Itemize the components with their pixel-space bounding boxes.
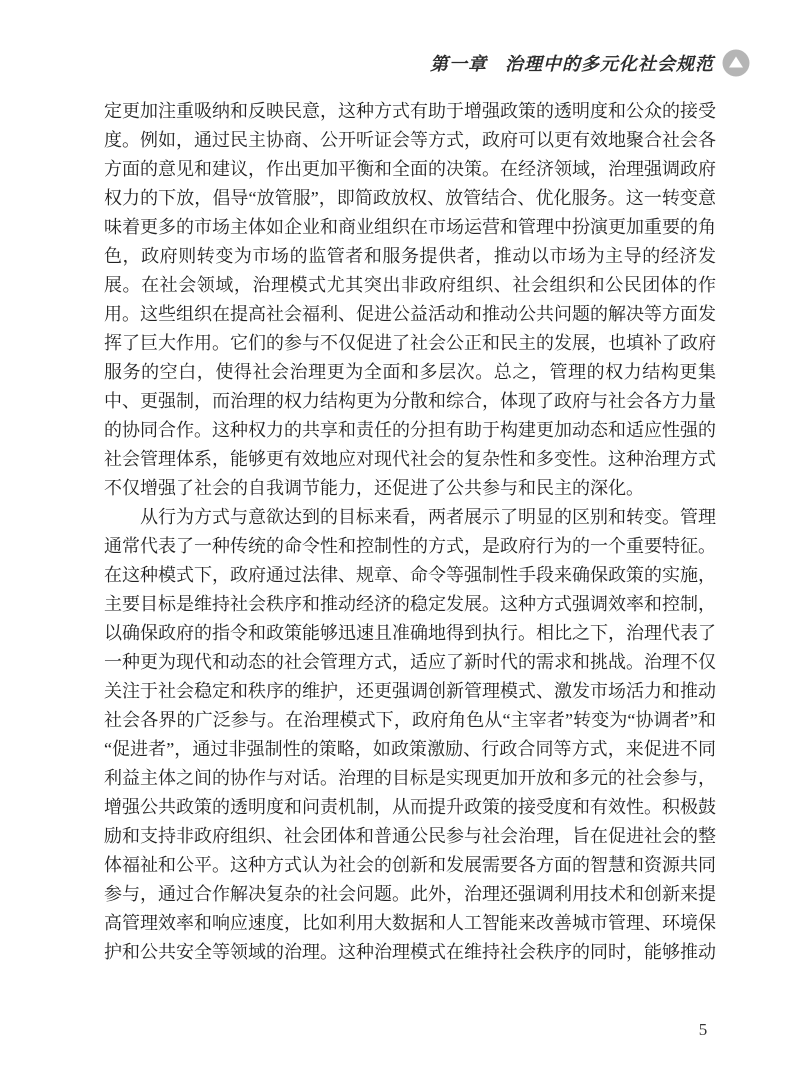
chapter-title: 治理中的多元化社会规范 (505, 54, 714, 74)
triangle-up-circle-icon (722, 49, 750, 77)
paragraph: 定更加注重吸纳和反映民意，这种方式有助于增强政策的透明度和公众的接受度。例如，通过民主协商、公开听证会等方式，政府可以更有效地聚合社会各方面的意见和建议，作出更加平衡和全面的决策。在经济领域，治理强调政府权力的下放，倡导“放管服”，即简政放权、放管结合、优化服务。这一转变意味着更多的市场主体如企业和商业组织在市场运营和管理中扮演更加重要的角色，政府则转变为市场的监管者和服务提供者，推动以市场为主导的经济发展。在社会领域，治理模式尤其突出非政府组织、社会组织和公民团体的作用。这些组织在提高社会福利、促进公益活动和推动公共问题的解决等方面发挥了巨大作用。它们的参与不仅促进了社会公正和民主的发展，也填补了政府服务的空白，使得社会治理更为全面和多层次。总之，管理的权力结构更集中、更强制，而治理的权力结构更为分散和综合，体现了政府与社会各方力量的协同合作。这种权力的共享和责任的分担有助于构建更加动态和适应性强的社会管理体系，能够更有效地应对现代社会的复杂性和多变性。这种治理方式不仅增强了社会的自我调节能力，还促进了公共参与和民主的深化。 (104, 101, 716, 498)
running-head (104, 46, 750, 80)
page-number: 5 (698, 1020, 708, 1039)
chapter-number: 第一章 (430, 54, 487, 74)
paragraph: 从行为方式与意欲达到的目标来看，两者展示了明显的区别和转变。管理通常代表了一种传统的命令性和控制性的方式，是政府行为的一个重要特征。在这种模式下，政府通过法律、规章、命令等强制性手段来确保政策的实施，主要目标是维持社会秩序和推动经济的稳定发展。这种方式强调效率和控制，以确保政府的指令和政策能够迅速且准确地得到执行。相比之下，治理代表了一种更为现代和动态的社会管理方式，适应了新时代的需求和挑战。治理不仅关注于社会稳定和秩序的维护，还更强调创新管理模式、激发市场活力和推动社会各界的广泛参与。在治理模式下，政府角色从“主宰者”转变为“协调者”和“促进者”，通过非强制性的策略，如政策激励、行政合同等方式，来促进不同利益主体之间的协作与对话。治理的目标是实现更加开放和多元的社会参与，增强公共政策的透明度和问责机制，从而提升政策的接受度和有效性。积极鼓励和支持非政府组织、社会团体和普通公民参与社会治理，旨在促进社会的整体福祉和公平。这种方式认为社会的创新和发展需要各方面的智慧和资源共同参与，通过合作解决复杂的社会问题。此外，治理还强调利用技术和创新来提高管理效率和响应速度，比如利用大数据和人工智能来改善城市管理、环境保护和公共安全等领域的治理。这种治理模式在维持社会秩序的同时，能够推动 (104, 507, 716, 962)
page-body (104, 97, 716, 967)
